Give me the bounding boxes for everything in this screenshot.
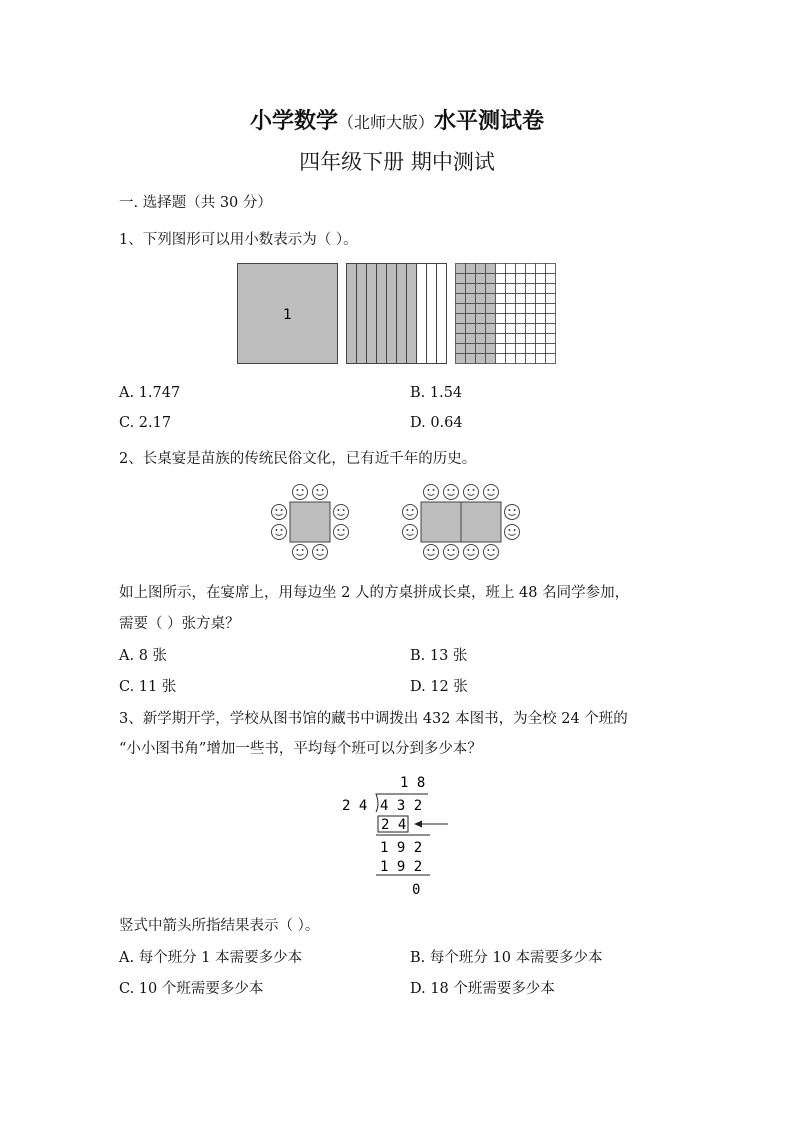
hundredth-cell (526, 274, 536, 284)
tenth-strip (377, 264, 387, 364)
q2-option-b[interactable]: B. 13 张 (410, 648, 468, 664)
hundredth-cell (476, 324, 486, 334)
smiley-face-icon (293, 485, 308, 500)
title-main-a: 小学数学 (249, 108, 338, 134)
division-arrow-head (414, 821, 422, 828)
hundredth-cell (476, 274, 486, 284)
q2-stem: 2、长桌宴是苗族的传统民俗文化，已有近千年的历史。 (119, 451, 477, 467)
hundredth-cell (536, 314, 546, 324)
hundredth-cell (546, 264, 556, 274)
smiley-face-icon (424, 545, 439, 560)
tenth-strip (437, 264, 447, 364)
division-step2: 1 9 2 (380, 840, 423, 856)
hundredth-cell (536, 294, 546, 304)
hundredth-cell (486, 304, 496, 314)
hundredth-cell (486, 274, 496, 284)
smiley-face-icon (464, 545, 479, 560)
hundredth-cell (506, 354, 516, 364)
q1-stem: 1、下列图形可以用小数表示为（ ）。 (119, 232, 358, 248)
hundredth-cell (526, 294, 536, 304)
hundredth-cell (476, 334, 486, 344)
tenth-strip (397, 264, 407, 364)
q2-option-c[interactable]: C. 11 张 (119, 679, 177, 695)
hundredth-cell (476, 284, 486, 294)
hundredth-cell (486, 264, 496, 274)
hundredth-cell (536, 344, 546, 354)
q2-option-d[interactable]: D. 12 张 (410, 679, 468, 695)
hundredth-cell (526, 314, 536, 324)
q1-option-b[interactable]: B. 1.54 (410, 385, 463, 401)
hundredth-cell (466, 274, 476, 284)
q3-stem-line1: 3、新学期开学，学校从图书馆的藏书中调拨出 432 本图书，为全校 24 个班的 (119, 711, 628, 727)
q2-double-table-right (461, 502, 501, 542)
hundredth-cell (486, 344, 496, 354)
hundredth-cell (536, 274, 546, 284)
hundredth-cell (456, 354, 466, 364)
hundredth-cell (456, 324, 466, 334)
hundredth-cell (506, 304, 516, 314)
hundredth-cell (496, 324, 506, 334)
hundredth-cell (546, 294, 556, 304)
smiley-face-icon (444, 485, 459, 500)
hundredth-cell (516, 344, 526, 354)
hundredth-cell (506, 334, 516, 344)
hundredth-cell (546, 344, 556, 354)
hundredth-cell (466, 294, 476, 304)
smiley-face-icon (444, 545, 459, 560)
hundredth-cell (526, 334, 536, 344)
smiley-face-icon (334, 505, 349, 520)
hundredth-cell (516, 324, 526, 334)
hundredth-cell (526, 354, 536, 364)
q3-option-d[interactable]: D. 18 个班需要多少本 (410, 981, 555, 997)
tenth-strip (367, 264, 377, 364)
hundredth-cell (496, 264, 506, 274)
q2-single-table (290, 502, 330, 542)
smiley-face-icon (403, 505, 418, 520)
hundredth-cell (536, 334, 546, 344)
division-divisor: 2 4 (342, 798, 368, 814)
smiley-face-icon (424, 485, 439, 500)
hundredth-cell (546, 304, 556, 314)
hundredth-cell (536, 324, 546, 334)
title-edition: （北师大版） (337, 113, 434, 132)
q1-figures (236, 262, 560, 368)
hundredth-cell (476, 264, 486, 274)
division-quotient: 1 8 (400, 775, 426, 791)
hundredth-cell (506, 264, 516, 274)
q3-long-division (336, 770, 456, 900)
tenth-strip (417, 264, 427, 364)
hundredth-cell (536, 304, 546, 314)
hundredth-cell (516, 354, 526, 364)
hundredth-cell (496, 294, 506, 304)
smiley-face-icon (484, 545, 499, 560)
smiley-face-icon (293, 545, 308, 560)
hundredth-cell (546, 314, 556, 324)
q1-option-d[interactable]: D. 0.64 (410, 415, 463, 431)
hundredth-cell (476, 344, 486, 354)
hundredth-cell (526, 284, 536, 294)
hundredth-cell (466, 264, 476, 274)
tenth-strip (407, 264, 417, 364)
q3-option-b[interactable]: B. 每个班分 10 本需要多少本 (410, 950, 603, 966)
title-main-b: 水平测试卷 (434, 108, 545, 134)
hundredth-cell (486, 354, 496, 364)
hundredth-cell (466, 354, 476, 364)
hundredth-cell (516, 274, 526, 284)
hundredth-cell (466, 314, 476, 324)
section-heading: 一. 选择题（共 30 分） (119, 195, 272, 211)
hundredth-cell (456, 344, 466, 354)
hundredth-cell (546, 354, 556, 364)
q3-question: 竖式中箭头所指结果表示（ ）。 (119, 918, 320, 934)
division-dividend: 4 3 2 (380, 798, 423, 814)
hundredth-cell (516, 304, 526, 314)
hundredth-cell (526, 324, 536, 334)
hundredth-cell (526, 264, 536, 274)
hundredth-cell (466, 284, 476, 294)
smiley-face-icon (313, 545, 328, 560)
q1-tenths-strips (347, 264, 447, 364)
hundredth-cell (536, 284, 546, 294)
tenth-strip (357, 264, 367, 364)
smiley-face-icon (313, 485, 328, 500)
q2-option-a[interactable]: A. 8 张 (119, 648, 168, 664)
q1-option-c[interactable]: C. 2.17 (119, 415, 172, 431)
hundredth-cell (476, 314, 486, 324)
q2-tables-figure (268, 482, 528, 564)
hundredth-cell (496, 354, 506, 364)
hundredth-cell (466, 334, 476, 344)
hundredth-cell (506, 324, 516, 334)
q3-option-c[interactable]: C. 10 个班需要多少本 (119, 981, 264, 997)
hundredth-cell (516, 334, 526, 344)
hundredth-cell (456, 334, 466, 344)
hundredth-cell (506, 274, 516, 284)
hundredth-cell (546, 274, 556, 284)
smiley-face-icon (484, 485, 499, 500)
hundredth-cell (496, 314, 506, 324)
hundredth-cell (456, 264, 466, 274)
hundredth-cell (516, 294, 526, 304)
hundredth-cell (486, 324, 496, 334)
tenth-strip (387, 264, 397, 364)
division-remainder: 0 (412, 882, 421, 898)
smiley-face-icon (505, 505, 520, 520)
q2-text-line1: 如上图所示，在宴席上，用每边坐 2 人的方桌拼成长桌，班上 48 名同学参加， (119, 585, 630, 601)
hundredth-cell (476, 294, 486, 304)
hundredth-cell (486, 294, 496, 304)
hundredth-cell (476, 354, 486, 364)
division-step1: 2 4 (381, 817, 407, 833)
hundredth-cell (456, 314, 466, 324)
hundredth-cell (456, 294, 466, 304)
q3-stem-line2: “小小图书角”增加一些书，平均每个班可以分到多少本？ (119, 741, 482, 757)
q1-whole-label: 1 (283, 307, 292, 323)
hundredth-cell (526, 304, 536, 314)
hundredth-cell (506, 344, 516, 354)
hundredth-cell (466, 324, 476, 334)
hundredth-cell (516, 264, 526, 274)
smiley-face-icon (505, 525, 520, 540)
q3-option-a[interactable]: A. 每个班分 1 本需要多少本 (119, 950, 303, 966)
hundredth-cell (496, 334, 506, 344)
hundredth-cell (506, 294, 516, 304)
hundredth-cell (546, 324, 556, 334)
hundredth-cell (456, 284, 466, 294)
hundredth-cell (486, 334, 496, 344)
hundredth-cell (536, 264, 546, 274)
smiley-face-icon (403, 525, 418, 540)
page-title (0, 104, 794, 135)
hundredth-cell (486, 284, 496, 294)
division-step3: 1 9 2 (380, 859, 423, 875)
hundredth-cell (466, 344, 476, 354)
hundredth-cell (516, 314, 526, 324)
hundredth-cell (546, 284, 556, 294)
hundredth-cell (496, 274, 506, 284)
hundredth-cell (506, 284, 516, 294)
hundredth-cell (486, 314, 496, 324)
hundredth-cell (506, 314, 516, 324)
hundredth-cell (496, 284, 506, 294)
smiley-face-icon (272, 525, 287, 540)
page-subtitle: 四年级下册 期中测试 (299, 150, 495, 174)
tenth-strip (427, 264, 437, 364)
q2-text-line2: 需要（ ）张方桌？ (119, 616, 240, 632)
smiley-face-icon (464, 485, 479, 500)
smiley-face-icon (334, 525, 349, 540)
hundredth-cell (456, 274, 466, 284)
hundredth-cell (456, 304, 466, 314)
hundredth-cell (466, 304, 476, 314)
hundredth-cell (476, 304, 486, 314)
tenth-strip (347, 264, 357, 364)
hundredth-cell (536, 354, 546, 364)
hundredth-cell (516, 284, 526, 294)
hundredth-cell (546, 334, 556, 344)
smiley-face-icon (272, 505, 287, 520)
q1-option-a[interactable]: A. 1.747 (119, 385, 181, 401)
hundredth-cell (496, 344, 506, 354)
hundredth-cell (496, 304, 506, 314)
q1-hundredths-grid (456, 264, 556, 364)
q2-double-table-left (421, 502, 461, 542)
hundredth-cell (526, 344, 536, 354)
